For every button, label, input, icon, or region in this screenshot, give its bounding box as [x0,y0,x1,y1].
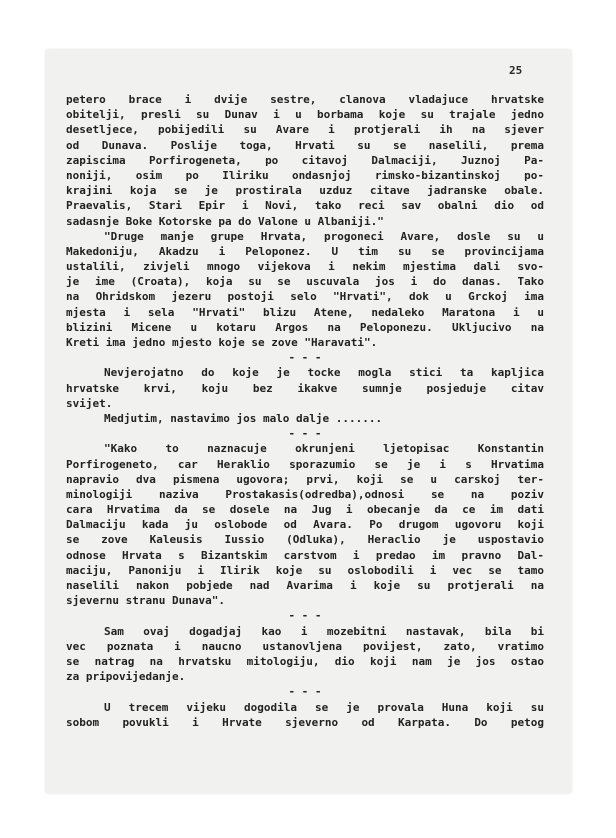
text-line: minologiji naziva Prostakasis(odredba),odnosi se na poziv [66,487,544,501]
text-line: Makedoniju, Akadzu i Peloponez. U tim su se provincijama [66,244,544,258]
text-line: naselili nakon pobjede nad Avarima i koje su protjerali na [66,579,544,592]
text-line: cara Hrvatima da se dosele na Jug i obecanje da ce im dati [66,503,544,517]
text-line: odnose Hrvata s Bizantskim carstvom i predao im pravno Dal- [66,548,544,562]
text-line: maciju, Panoniju i Ilirik koje su oslobodili i vec se tamo [66,563,544,577]
text-line: Praevalis, Stari Epir i Novi, tako reci sav obalni dio od [66,199,544,213]
text-line: Kreti ima jedno mjesto koje se zove "Haravati". [66,336,378,349]
section-separator: - - - [288,427,322,441]
text-line: Sam ovaj dogadjaj kao i mozebitni nastavak, bila bi [104,624,544,638]
text-line: obitelji, presli su Dunav i u borbama koje su trajale jedno [66,108,544,122]
text-line: sjevernu stranu Dunava". [66,594,225,608]
text-line: vec poznata i naucno ustanovljena povijest, zato, vratimo [66,639,544,653]
text-line: "Druge manje grupe Hrvata, progoneci Avare, dosle su u [104,229,544,243]
text-line: sadasnje Boke Kotorske pa do Valone u Albaniji." [66,214,384,228]
text-line: desetljece, pobijedili su Avare i protjerali ih na sjever [66,123,544,137]
text-line: Porfirogeneto, car Heraklio sporazumio se je i s Hrvatima [66,457,544,471]
text-line: petero brace i dvije sestre, clanova vladajuce hrvatske [66,93,544,106]
text-line: noniji, osim po Iliriku ondasnjoj rimsko-bizantinskoj po- [66,168,544,182]
section-separator: - - - [288,685,322,699]
text-line: hrvatske krvi, koju bez ikakve sumnje posjeduje citav [66,381,544,395]
text-line: "Kako to naznacuje okrunjeni ljetopisac Konstantin [104,442,544,456]
section-separator: - - - [288,609,322,623]
section-separator: - - - [288,351,322,365]
text-line: sobom povukli i Hrvate sjeverno od Karpata. Do petog [66,715,544,729]
text-line: napravio dva pismena ugovora; prvi, koji se u carskoj ter- [66,472,544,486]
text-line: Medjutim, nastavimo jos malo dalje ....... [104,411,383,425]
text-line: Dalmaciju kada ju oslobode od Avara. Po drugom ugovoru koji [66,518,544,532]
text-line: od Dunava. Poslije toga, Hrvati su se naselili, prema [66,138,544,152]
text-line: na Ohridskom jezeru postoji selo "Hrvati", dok u Grckoj ima [66,290,544,304]
text-line: se zove Kaleusis Iussio (Odluka), Heraclio je uspostavio [66,533,544,547]
text-line: blizini Micene u kotaru Argos na Peloponezu. Ukljucivo na [66,320,544,334]
text-line: U trecem vijeku dogodila se je provala Huna koji su [104,700,544,714]
text-line: ustalili, zivjeli mnogo vijekova i nekim mjestima dali svo- [66,260,544,274]
text-line: zapiscima Porfirogeneta, po citavoj Dalmaciji, Juznoj Pa- [66,153,544,167]
text-line: Nevjerojatno do koje je tocke mogla stici ta kapljica [104,366,544,380]
text-line: mjesta i sela "Hrvati" blizu Atene, nedaleko Maratona i u [66,305,544,319]
text-line: je ime (Croata), koja su se uscuvala jos i do danas. Tako [66,275,544,289]
text-line: svijet. [66,396,113,410]
text-line: za pripovijedanje. [66,670,186,684]
text-line: se natrag na hrvatsku mitologiju, dio koji nam je jos ostao [66,654,544,668]
page-number: 25 [509,64,523,77]
page-body-text [66,92,544,730]
text-line: krajini koja se je prostirala uzduz citave jadranske obale. [66,184,544,198]
